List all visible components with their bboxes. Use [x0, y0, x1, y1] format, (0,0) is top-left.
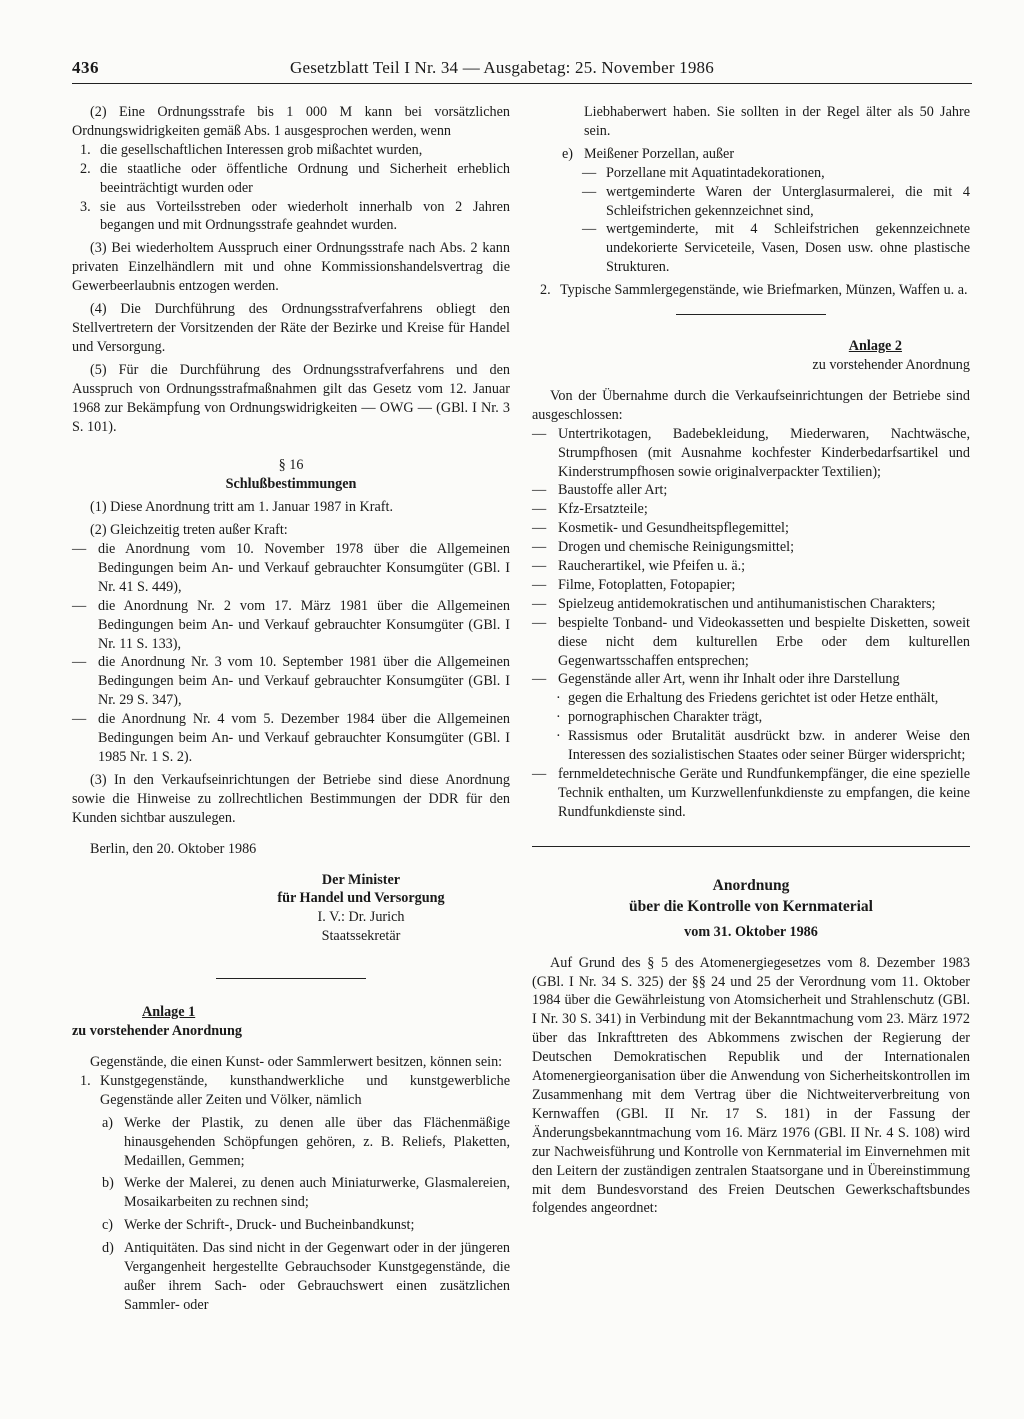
annex-2-intro: Von der Übernahme durch die Verkaufseinrichtungen der Betriebe sind ausgeschlossen:: [532, 387, 970, 423]
section-divider: [532, 846, 970, 847]
page-number: 436: [72, 58, 99, 77]
signature-block: [72, 871, 510, 947]
list-item: — die Anordnung Nr. 3 vom 10. September 1981 über die Allgemeinen Bedingungen beim An- und Verkauf gebrauchter Konsumgüter (GBl. I Nr. 29 S. 347),: [72, 654, 510, 709]
section-title: Schlußbestimmungen: [225, 476, 357, 493]
list-item: — Untertrikotagen, Badebekleidung, Miederwaren, Nachtwäsche, Strumpfhosen (mit Ausnahme kochfester Kinderbedarfsartikel und Kinderstrumpfhosen sowie originalverpackter Textilien);: [532, 425, 970, 480]
list-item: 1. die gesellschaftlichen Interessen grob mißachtet wurden,: [80, 141, 423, 158]
list-item: 2. Typische Sammlergegenstände, wie Briefmarken, Münzen, Waffen u. a.: [540, 282, 968, 299]
list-item: — Baustoffe aller Art;: [532, 482, 668, 499]
annex-1-title: Anlage 1: [142, 1004, 196, 1021]
list-item: — bespielte Tonband- und Videokassetten und bespielte Disketten, soweit diese nicht dem kulturellen Erbe oder dem kulturellen Gegenwartsschaffen entsprechen;: [532, 614, 970, 669]
gazette-header-title: Gesetzblatt Teil I Nr. 34 — Ausgabetag: 25. November 1986: [290, 58, 714, 77]
list-item: — Kosmetik- und Gesundheitspflegemittel;: [532, 520, 789, 537]
signature-ministry: für Handel und Versorgung: [277, 890, 445, 907]
list-item: 3. sie aus Vorteilsstreben oder wiederholt innerhalb von 2 Jahren begangen und mit Ordnungsstrafe geahndet wurden.: [80, 198, 510, 234]
list-item: — wertgeminderte Waren der Unterglasurmalerei, die mit 4 Schleifstrichen gekennzeichnet sind,: [582, 183, 970, 219]
signature-name: I. V.: Dr. Jurich: [317, 909, 405, 926]
right-column: [532, 103, 970, 1218]
final-provision-3: (3) In den Verkaufseinrichtungen der Betriebe sind diese Anordnung sowie die Hinweise zu zollrechtlichen Bestimmungen der DDR für den Kunden sichtbar auszulegen.: [72, 771, 510, 826]
ordinance-preamble: Auf Grund des § 5 des Atomenergiegesetzes vom 8. Dezember 1983 (GBl. I Nr. 34 S. 325) der §§ 24 und 25 der Verordnung vom 11. Oktober 1984 über die Gewährleistung von Atomsicherheit und Strahlenschutz (GBl. I Nr. 30 S. 341) in Verbindung mit der Bekanntmachung vom 23. März 1972 über das Inkrafttreten des Abkommens zwischen der Regierung der Deutschen Demokratischen Republik und der Internationalen Atomenergieorganisation über die Anwendung von Sicherheitskontrollen im Zusammenhang mit dem Vertrag über die Nichtweiterverbreitung von Kernwaffen (GBl. II Nr. 17 S. 181) in der Fassung der Änderungsbekanntmachung vom 16. März 1976 (GBl. II Nr. 4 S. 108) wird zur Nachweisführung und Kontrolle von Kernmaterial im Einvernehmen mit den Leitern der zuständigen zentralen Staatsorgane und in Übereinstimmung mit dem Bundesvorstand des Freien Deutschen Gewerkschaftsbundes folgendes angeordnet:: [532, 954, 970, 1217]
list-item: 1. Kunstgegenstände, kunsthandwerkliche und kunstgewerbliche Gegenstände aller Zeiten und Völker, nämlich: [80, 1072, 510, 1108]
annex-1-subtitle: zu vorstehender Anordnung: [72, 1023, 243, 1040]
left-column: [72, 103, 510, 1315]
list-item: a) Werke der Plastik, zu denen alle über das Flächenmäßige hinausgehenden Schöpfungen gehören, z. B. Reliefs, Plaketten, Medaillen, Gemmen;: [102, 1114, 510, 1169]
annex-2-title: Anlage 2: [848, 338, 902, 355]
page-header: [72, 58, 972, 88]
list-item: — fernmeldetechnische Geräte und Rundfunkempfänger, die eine spezielle Technik enthalten, um Kurzwellenfunkdienste zu empfangen, die keine Rundfunkdienste sind.: [532, 766, 970, 820]
final-provision-2-intro: (2) Gleichzeitig treten außer Kraft:: [90, 522, 288, 539]
list-item: — die Anordnung Nr. 4 vom 5. Dezember 1984 über die Allgemeinen Bedingungen beim An- und Verkauf gebrauchter Konsumgüter (GBl. I 1985 Nr. 1 S. 2).: [72, 711, 510, 765]
ordinance-title: Anordnung: [712, 876, 790, 894]
list-item: — die Anordnung vom 10. November 1978 über die Allgemeinen Bedingungen beim An- und Verkauf gebrauchter Konsumgüter (GBl. I Nr. 41 S. 449),: [72, 541, 510, 595]
list-item: · pornographischen Charakter trägt,: [556, 709, 763, 726]
section-divider: [216, 978, 366, 979]
paragraph-3: (3) Bei wiederholtem Ausspruch einer Ordnungsstrafe nach Abs. 2 kann privaten Einzelhändlern mit und ohne Kommissionshandelsvertrag die Gewerbeerlaubnis entzogen werden.: [72, 240, 510, 295]
list-item: · gegen die Erhaltung des Friedens gerichtet ist oder Hetze enthält,: [556, 690, 939, 707]
signature-title: Der Minister: [321, 871, 401, 888]
place-and-date: Berlin, den 20. Oktober 1986: [90, 840, 257, 857]
final-provision-1: (1) Diese Anordnung tritt am 1. Januar 1987 in Kraft.: [90, 499, 393, 516]
list-item: — Kfz-Ersatzteile;: [532, 501, 648, 518]
list-item: — Gegenstände aller Art, wenn ihr Inhalt oder ihre Darstellung: [532, 671, 900, 688]
header-rule: [72, 83, 972, 84]
paragraph-5: (5) Für die Durchführung des Ordnungsstrafverfahrens und den Ausspruch von Ordnungsstrafmaßnahmen gilt das Gesetz vom 12. Januar 1968 zur Bekämpfung von Ordnungswidrigkeiten — OWG — (GBl. I Nr. 3 S. 101).: [72, 361, 510, 435]
list-item: c) Werke der Schrift-, Druck- und Bucheinbandkunst;: [102, 1217, 415, 1234]
ordinance-subject: über die Kontrolle von Kernmaterial: [629, 897, 873, 915]
list-item: — Filme, Fotoplatten, Fotopapier;: [532, 576, 736, 593]
section-divider: [676, 314, 826, 315]
list-item: — die Anordnung Nr. 2 vom 17. März 1981 über die Allgemeinen Bedingungen beim An- und Verkauf gebrauchter Konsumgüter (GBl. I Nr. 11 S. 133),: [72, 597, 510, 652]
list-item: · Rassismus oder Brutalität ausdrückt bzw. in anderer Weise den Interessen des sozialistischen Staates oder seiner Bürger widerspricht;: [556, 728, 970, 764]
list-item: — wertgeminderte, mit 4 Schleifstrichen gekennzeichnete undekorierte Serviceteile, Vasen, Dosen usw. ohne plastische Strukturen.: [582, 221, 970, 276]
list-item: e) Meißener Porzellan, außer: [562, 145, 735, 162]
annex-2-subtitle: zu vorstehender Anordnung: [812, 356, 970, 373]
ordinance-date: vom 31. Oktober 1986: [684, 923, 818, 940]
list-item: — Drogen und chemische Reinigungsmittel;: [532, 539, 795, 556]
list-item: — Raucherartikel, wie Pfeifen u. ä.;: [532, 558, 746, 575]
section-number: § 16: [278, 457, 304, 474]
annex-1-intro: Gegenstände, die einen Kunst- oder Sammlerwert besitzen, können sein:: [90, 1053, 503, 1070]
list-item: 2. die staatliche oder öffentliche Ordnung und Sicherheit erheblich beeinträchtigt wurden oder: [80, 160, 510, 196]
antiques-continuation: Liebhaberwert haben. Sie sollten in der Regel älter als 50 Jahre sein.: [584, 104, 970, 139]
paragraph-2-intro: (2) Eine Ordnungsstrafe bis 1 000 M kann bei vorsätzlichen Ordnungswidrigkeiten gemäß Abs. 1 ausgesprochen werden, wenn: [72, 104, 510, 139]
list-item: — Porzellane mit Aquatintadekorationen,: [582, 164, 825, 181]
paragraph-4: (4) Die Durchführung des Ordnungsstrafverfahrens obliegt den Stellvertretern der Vorsitzenden der Räte der Bezirke und Kreise für Handel und Versorgung.: [72, 301, 510, 355]
list-item: b) Werke der Malerei, zu denen auch Miniaturwerke, Glasmalereien, Mosaikarbeiten zu rechnen sind;: [102, 1175, 510, 1211]
list-item: d) Antiquitäten. Das sind nicht in der Gegenwart oder in der jüngeren Vergangenheit hergestellte Gebrauchsoder Kunstgegenstände, die außer ihrem Sach- oder Gebrauchswert einen zusätzlichen Sammler- oder: [102, 1240, 510, 1313]
signature-role: Staatssekretär: [321, 928, 401, 945]
list-item: — Spielzeug antidemokratischen und antihumanistischen Charakters;: [532, 595, 936, 612]
